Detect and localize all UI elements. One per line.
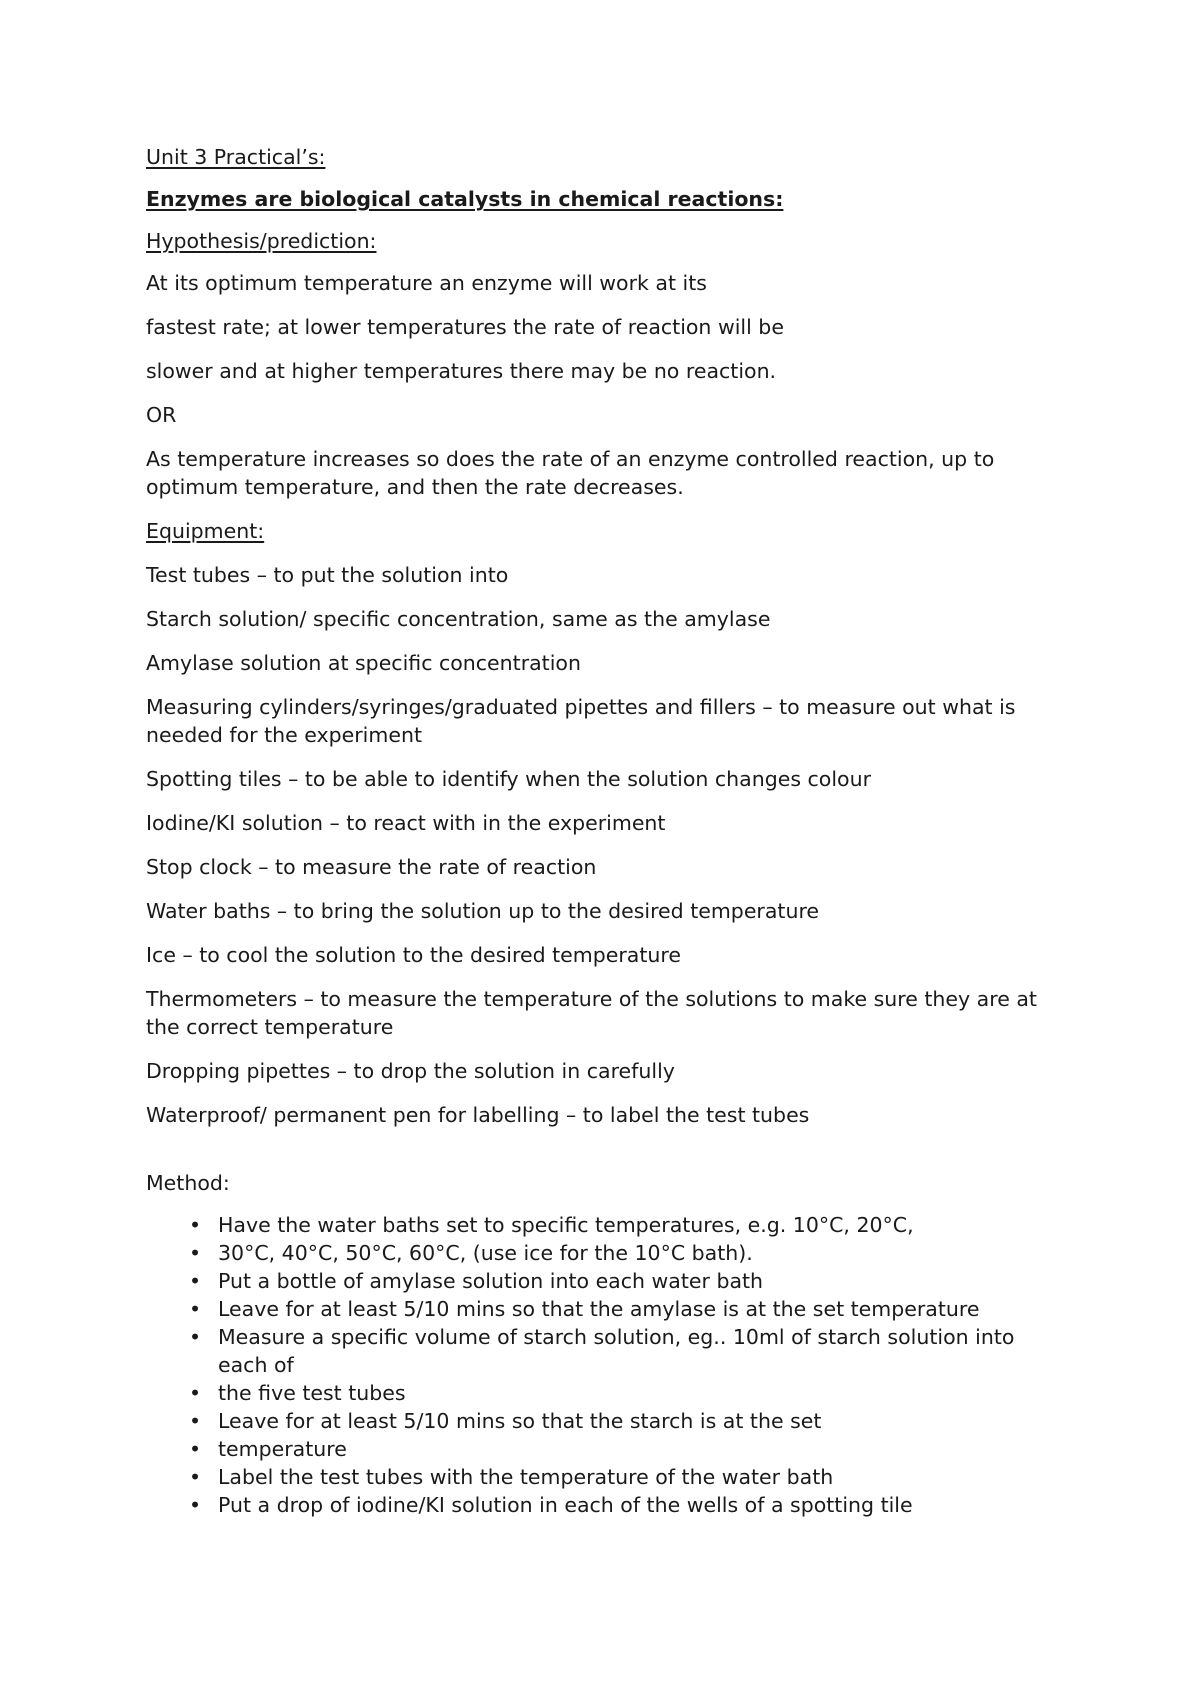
hypothesis-line: As temperature increases so does the rate of an enzyme controlled reaction, up to optimum temperature, and then the rate decreases. (146, 447, 995, 499)
method-step (146, 1407, 1066, 1435)
equipment-item: Waterproof/ permanent pen for labelling – to label the test tubes (146, 1103, 810, 1127)
hypothesis-heading: Hypothesis/prediction: (146, 229, 377, 253)
equipment-item: Spotting tiles – to be able to identify when the solution changes colour (146, 767, 871, 791)
bullet-icon: • (188, 1381, 202, 1405)
method-step-text: the five test tubes (218, 1381, 406, 1405)
method-step-text: Have the water baths set to specific temperatures, e.g. 10°C, 20°C, (218, 1213, 914, 1237)
document-page (146, 143, 1066, 1519)
method-step-text: temperature (218, 1437, 347, 1461)
equipment-item: Stop clock – to measure the rate of reaction (146, 855, 597, 879)
hypothesis-line: At its optimum temperature an enzyme will work at its (146, 271, 707, 295)
method-step-text: Label the test tubes with the temperature of the water bath (218, 1465, 834, 1489)
bullet-icon: • (188, 1325, 202, 1349)
method-heading: Method: (146, 1171, 230, 1195)
hypothesis-line: slower and at higher temperatures there may be no reaction. (146, 359, 777, 383)
method-step-text: Put a bottle of amylase solution into each water bath (218, 1269, 764, 1293)
equipment-item: Ice – to cool the solution to the desired temperature (146, 943, 681, 967)
bullet-icon: • (188, 1269, 202, 1293)
bullet-icon: • (188, 1493, 202, 1517)
equipment-item: Starch solution/ specific concentration, same as the amylase (146, 607, 771, 631)
method-step-text: Measure a specific volume of starch solution, eg.. 10ml of starch solution into each of (218, 1325, 1015, 1377)
bullet-icon: • (188, 1213, 202, 1237)
equipment-item: Thermometers – to measure the temperature of the solutions to make sure they are at the correct temperature (146, 987, 1037, 1039)
equipment-item: Iodine/KI solution – to react with in the experiment (146, 811, 666, 835)
bullet-icon: • (188, 1241, 202, 1265)
method-step (146, 1211, 1066, 1239)
method-list (146, 1211, 1066, 1519)
method-step-text: Put a drop of iodine/KI solution in each of the wells of a spotting tile (218, 1493, 913, 1517)
equipment-heading: Equipment: (146, 519, 265, 543)
equipment-item: Measuring cylinders/syringes/graduated pipettes and fillers – to measure out what is needed for the experiment (146, 695, 1016, 747)
method-step (146, 1295, 1066, 1323)
method-step (146, 1379, 1066, 1407)
method-step (146, 1491, 1066, 1519)
method-step (146, 1463, 1066, 1491)
bullet-icon: • (188, 1409, 202, 1433)
method-step (146, 1323, 1066, 1379)
equipment-item: Water baths – to bring the solution up to the desired temperature (146, 899, 820, 923)
method-step-text: Leave for at least 5/10 mins so that the amylase is at the set temperature (218, 1297, 980, 1321)
bullet-icon: • (188, 1465, 202, 1489)
equipment-item: Amylase solution at specific concentration (146, 651, 581, 675)
method-step (146, 1267, 1066, 1295)
equipment-item: Test tubes – to put the solution into (146, 563, 509, 587)
document-subtitle: Enzymes are biological catalysts in chemical reactions: (146, 187, 784, 211)
equipment-item: Dropping pipettes – to drop the solution in carefully (146, 1059, 675, 1083)
method-step-text: 30°C, 40°C, 50°C, 60°C, (use ice for the 10°C bath). (218, 1241, 753, 1265)
bullet-icon: • (188, 1437, 202, 1461)
hypothesis-or: OR (146, 403, 177, 427)
document-title: Unit 3 Practical’s: (146, 145, 326, 169)
bullet-icon: • (188, 1297, 202, 1321)
hypothesis-line: fastest rate; at lower temperatures the rate of reaction will be (146, 315, 784, 339)
method-step (146, 1239, 1066, 1267)
method-step-text: Leave for at least 5/10 mins so that the starch is at the set (218, 1409, 822, 1433)
method-step (146, 1435, 1066, 1463)
